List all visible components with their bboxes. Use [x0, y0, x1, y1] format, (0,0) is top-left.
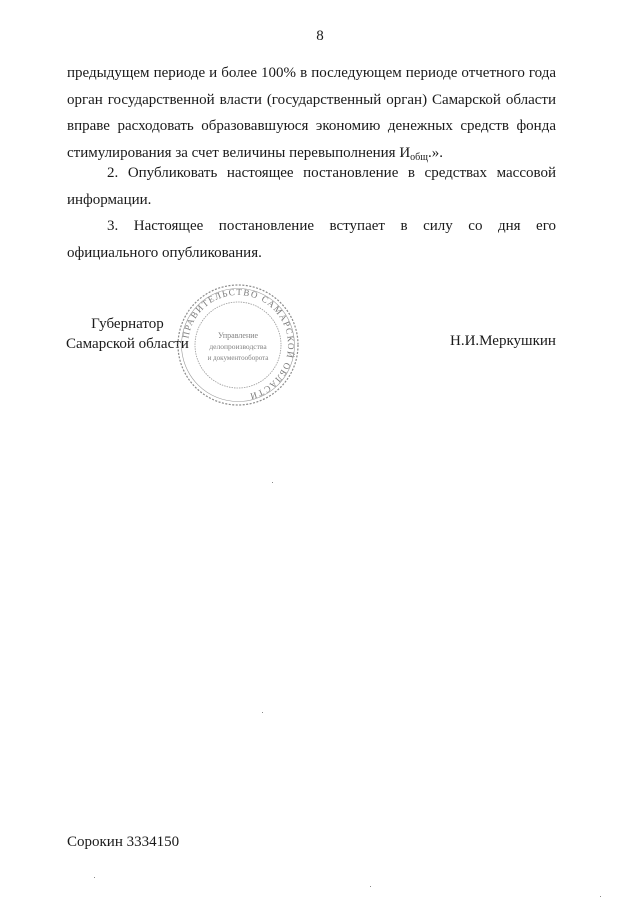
seal-center-line-2: делопроизводства: [209, 342, 267, 351]
scan-speck: [272, 482, 273, 483]
seal-center-line-1: Управление: [217, 331, 259, 340]
paragraph-economy-clause: [67, 60, 556, 171]
seal-center-line-3: и документооборота: [207, 354, 269, 362]
signature-title: [66, 314, 189, 354]
official-seal-stamp: [175, 282, 301, 408]
paragraph-1-text: предыдущем периоде и более 100% в последующем периоде отчетного года орган государственной власти (государственный орган) Самарской области вправе расходовать образовавшуюся экономию денежных средств фонда стимулирования за счет величины перевыполнения И: [67, 65, 556, 161]
subscript-index: общ: [410, 151, 428, 163]
seal-ring-text: ПРАВИТЕЛЬСТВО САМАРСКОЙ ОБЛАСТИ: [180, 286, 297, 402]
scan-speck: [94, 877, 95, 878]
scan-speck: [262, 712, 263, 713]
paragraph-1-ending: .».: [427, 144, 443, 161]
scan-speck: [600, 896, 601, 897]
executor-footer: Сорокин 3334150: [67, 834, 180, 850]
paragraph-effective-clause: 3. Настоящее постановление вступает в силу со дня его официального опубликования.: [67, 218, 556, 261]
scan-speck: [370, 886, 371, 887]
page-number: 8: [316, 28, 324, 44]
paragraph-publish-clause: 2. Опубликовать настоящее постановление в средствах массовой информации.: [67, 165, 556, 208]
signature-title-line-1: Губернатор: [91, 316, 164, 332]
signatory-name: Н.И.Меркушкин: [450, 333, 556, 349]
signature-title-line-2: Самарской области: [66, 336, 189, 352]
